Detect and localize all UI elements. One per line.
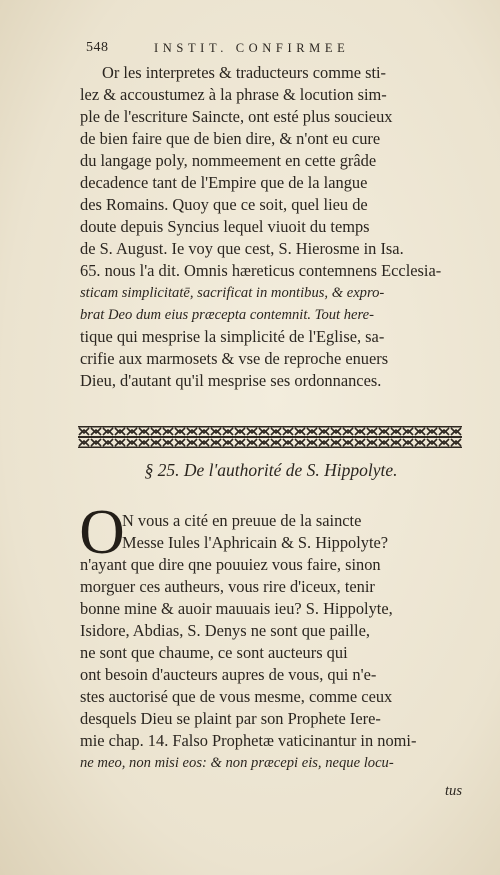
text-line: ne sont que chaume, ce sont aucteurs qui [80,643,348,662]
text-line: stes auctorisé que de vous mesme, comme ceux [80,687,393,706]
text-line: tique qui mesprise la simplicité de l'Eglise, sa- [80,327,385,346]
text-line: bonne mine & auoir mauuais ieu? S. Hippolyte, [80,599,393,618]
page-number: 548 [86,40,109,55]
ornament-band [78,426,462,448]
text-line: N vous a cité en preuue de la saincte [122,511,362,530]
text-line: crifie aux marmosets & vse de reproche enuers [80,349,389,368]
text-line: Messe Iules l'Aphricain & S. Hippolyte? [122,533,389,552]
section-heading: § 25. De l'authorité de S. Hippolyte. [144,460,398,480]
text-line: doute depuis Syncius lequel viuoit du temps [80,217,370,236]
page-header [86,40,486,62]
text-line: Isidore, Abdias, S. Denys ne sont que paille, [80,621,370,640]
catchword: tus [444,783,462,799]
running-head: INSTIT. CONFIRMEE [154,41,350,55]
text-line: ple de l'escriture Saincte, ont esté plus soucieux [80,107,393,126]
text-line: decadence tant de l'Empire que de la langue [80,173,368,192]
text-line: 65. nous l'a dit. Omnis hæreticus contemnens Ecclesia- [80,261,442,280]
drop-cap: O [79,497,125,567]
text-line: mie chap. 14. Falso Prophetæ vaticinantur in nomi- [80,731,417,750]
latin-text-line: ne meo, non misi eos: & non præcepi eis, neque locu- [80,755,394,771]
latin-text-line: sticam simplicitatē, sacrificat in montibus, & expro- [80,285,385,301]
text-line: de bien faire que de bien dire, & n'ont eu cure [80,129,381,148]
text-line: Dieu, d'autant qu'il mesprise ses ordonnances. [80,371,382,390]
text-line: lez & accoustumez à la phrase & locution sim- [80,85,387,104]
text-line: morguer ces autheurs, vous rire d'iceux, tenir [80,577,375,596]
text-line: Or les interpretes & traducteurs comme sti- [102,63,387,82]
text-line: des Romains. Quoy que ce soit, quel lieu de [80,195,368,214]
text-line: n'ayant que dire qne pouuiez vous faire, sinon [80,555,381,574]
text-line: ont besoin d'aucteurs aupres de vous, qui n'e- [80,665,377,684]
latin-text-line: brat Deo dum eius præcepta contemnit. Tout here- [80,307,375,323]
text-line: desquels Dieu se plaint par son Prophete Iere- [80,709,381,728]
text-line: de S. August. Ie voy que cest, S. Hierosme in Isa. [80,239,404,258]
text-line: du langage poly, nommeement en cette grâde [80,151,377,170]
